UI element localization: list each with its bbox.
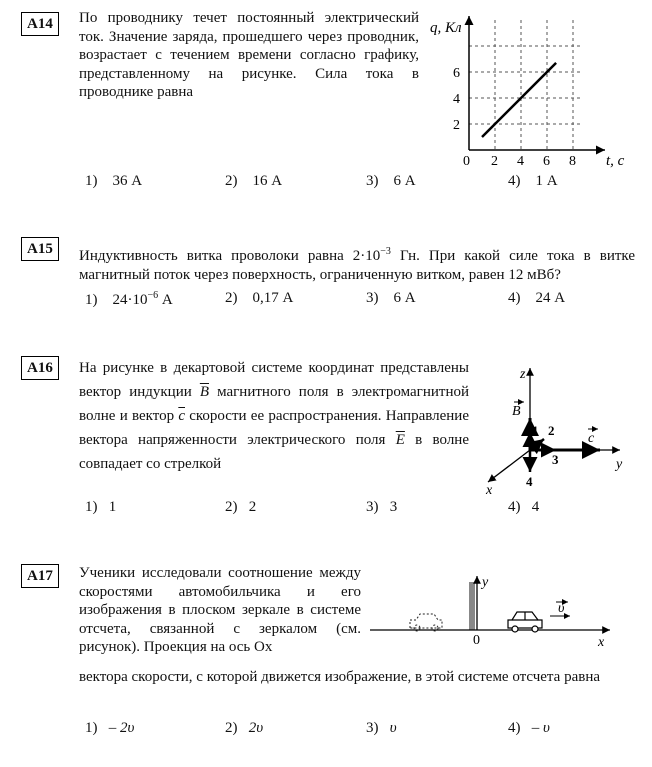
y-tick-label: 4 — [453, 92, 460, 107]
y-tick-label: 6 — [453, 66, 460, 81]
graph-grid — [469, 20, 580, 150]
option-number: 2) — [225, 720, 238, 736]
x-axis — [488, 450, 530, 482]
y-axis-label: y — [616, 457, 623, 472]
arrow-2 — [530, 439, 544, 450]
vector-c-label: c — [588, 431, 595, 446]
option-number: 2) — [225, 499, 238, 515]
option-value: 2 — [248, 499, 257, 515]
x-tick-label: 4 — [517, 154, 524, 169]
answer-option[interactable] — [85, 720, 134, 737]
answer-option[interactable] — [225, 720, 263, 737]
t-axis-label: t, c — [606, 153, 625, 169]
answer-option[interactable] — [508, 173, 558, 190]
answer-option[interactable] — [366, 499, 397, 516]
mirror-figure — [370, 572, 632, 650]
answer-option[interactable] — [508, 720, 550, 737]
vector-b-label: B — [512, 404, 521, 419]
q-axis-label: q, Кл — [430, 20, 462, 36]
option-value: 4 — [531, 499, 540, 515]
option-value: – 2υ — [108, 720, 135, 736]
mirror — [469, 582, 475, 630]
option-number: 4) — [508, 173, 521, 189]
answer-option[interactable] — [225, 290, 293, 307]
question-number-a14: A14 — [21, 12, 59, 36]
question-number-a15: A15 — [21, 237, 59, 261]
answer-option[interactable] — [366, 720, 397, 737]
x-axis-label: x — [486, 483, 493, 498]
answer-option[interactable] — [85, 499, 116, 516]
question-text-a16: На рисунке в декартовой системе координат представлены вектор индукции $\overline{B}$ магнитного поля в электромагнитной волне и вектор $\overline{c}$ скорости ее распространения. Направление вектора напряженности электрического поля $\overline{E}$ в волне совпадает со стрелкой — [79, 360, 469, 472]
y-axis-label: y — [482, 575, 489, 590]
question-number-a16: A16 — [21, 356, 59, 380]
option-number: 2) — [225, 290, 238, 306]
option-number: 1) — [85, 499, 98, 515]
x-tick-label: 2 — [491, 154, 498, 169]
answer-option[interactable] — [225, 173, 282, 190]
y-tick-label: 2 — [453, 118, 460, 133]
option-value: 6 А — [393, 290, 416, 306]
answer-option[interactable] — [366, 173, 416, 190]
question-text-a14: По проводнику течет постоянный электрический ток. Значение заряда, прошедшего через проводник, возрастает с течением времени согласно графику, представленному на рисунке. Сила тока в проводнике равна — [79, 10, 419, 100]
option-number: 2) — [225, 173, 238, 189]
vector-b-symbol: $\overline{B}$ — [199, 384, 210, 400]
option-value: υ — [389, 720, 397, 736]
vector-c-symbol: $\overline{c}$ — [178, 408, 185, 424]
answer-option[interactable] — [225, 499, 256, 516]
charge-line — [482, 63, 556, 137]
car-image-icon — [410, 614, 442, 631]
option-value: 0,17 А — [252, 290, 294, 306]
option-number: 3) — [366, 290, 379, 306]
option-number: 4) — [508, 499, 521, 515]
option-value: 6 А — [393, 173, 416, 189]
option-number: 1) — [85, 720, 98, 736]
x-tick-label: 8 — [569, 154, 576, 169]
answer-option[interactable] — [508, 499, 539, 516]
option-value: 2υ — [248, 720, 264, 736]
origin-label: 0 — [473, 633, 480, 648]
option-value: $24\cdot 10^{-6}$ А — [112, 290, 173, 308]
option-number: 3) — [366, 499, 379, 515]
option-number: 4) — [508, 720, 521, 736]
option-number: 3) — [366, 173, 379, 189]
x-tick-label: 6 — [543, 154, 550, 169]
question-text-a17-part1: Ученики исследовали соотношение между скоростями автомобильчика и его изображения в плоском зеркале в системе отсчета, связанной с зеркалом (см. рисунок). Проекция на ось Ox — [79, 565, 361, 655]
option-value: 1 А — [535, 173, 558, 189]
answer-option[interactable] — [85, 173, 142, 190]
option-value: 16 А — [252, 173, 283, 189]
option-number: 3) — [366, 720, 379, 736]
question-text-a17-part2: вектора скорости, с которой движется изображение, в этой системе отсчета равна — [79, 669, 601, 685]
question-text-a15: Индуктивность витка проволоки равна $2\cdot 10^{-3}$ Гн. При какой силе тока в витке магнитный поток через поверхность, ограниченную витком, равен 12 мВб? — [79, 246, 635, 283]
question-number-a17: A17 — [21, 564, 59, 588]
answer-option[interactable] — [85, 290, 173, 309]
em-wave-figure — [470, 360, 640, 500]
arrow-label-4: 4 — [526, 474, 533, 489]
arrow-label-1: 1 — [532, 423, 539, 438]
option-value: 1 — [108, 499, 117, 515]
option-number: 4) — [508, 290, 521, 306]
option-value: – υ — [531, 720, 550, 736]
option-value: 36 А — [112, 173, 143, 189]
answer-option[interactable] — [366, 290, 416, 307]
arrow-label-3: 3 — [552, 452, 559, 467]
car-icon — [508, 612, 542, 632]
option-value: 3 — [389, 499, 398, 515]
velocity-label: υ — [558, 601, 565, 616]
vector-e-symbol: $\overline{E}$ — [395, 432, 405, 448]
arrow-label-2: 2 — [548, 423, 555, 438]
answer-option[interactable] — [508, 290, 565, 307]
option-value: 24 А — [535, 290, 566, 306]
option-number: 1) — [85, 173, 98, 189]
z-axis-label: z — [520, 367, 526, 382]
charge-time-graph — [410, 10, 640, 172]
origin-label: 0 — [463, 154, 470, 169]
x-axis-label: x — [598, 635, 605, 650]
option-number: 1) — [85, 292, 98, 308]
